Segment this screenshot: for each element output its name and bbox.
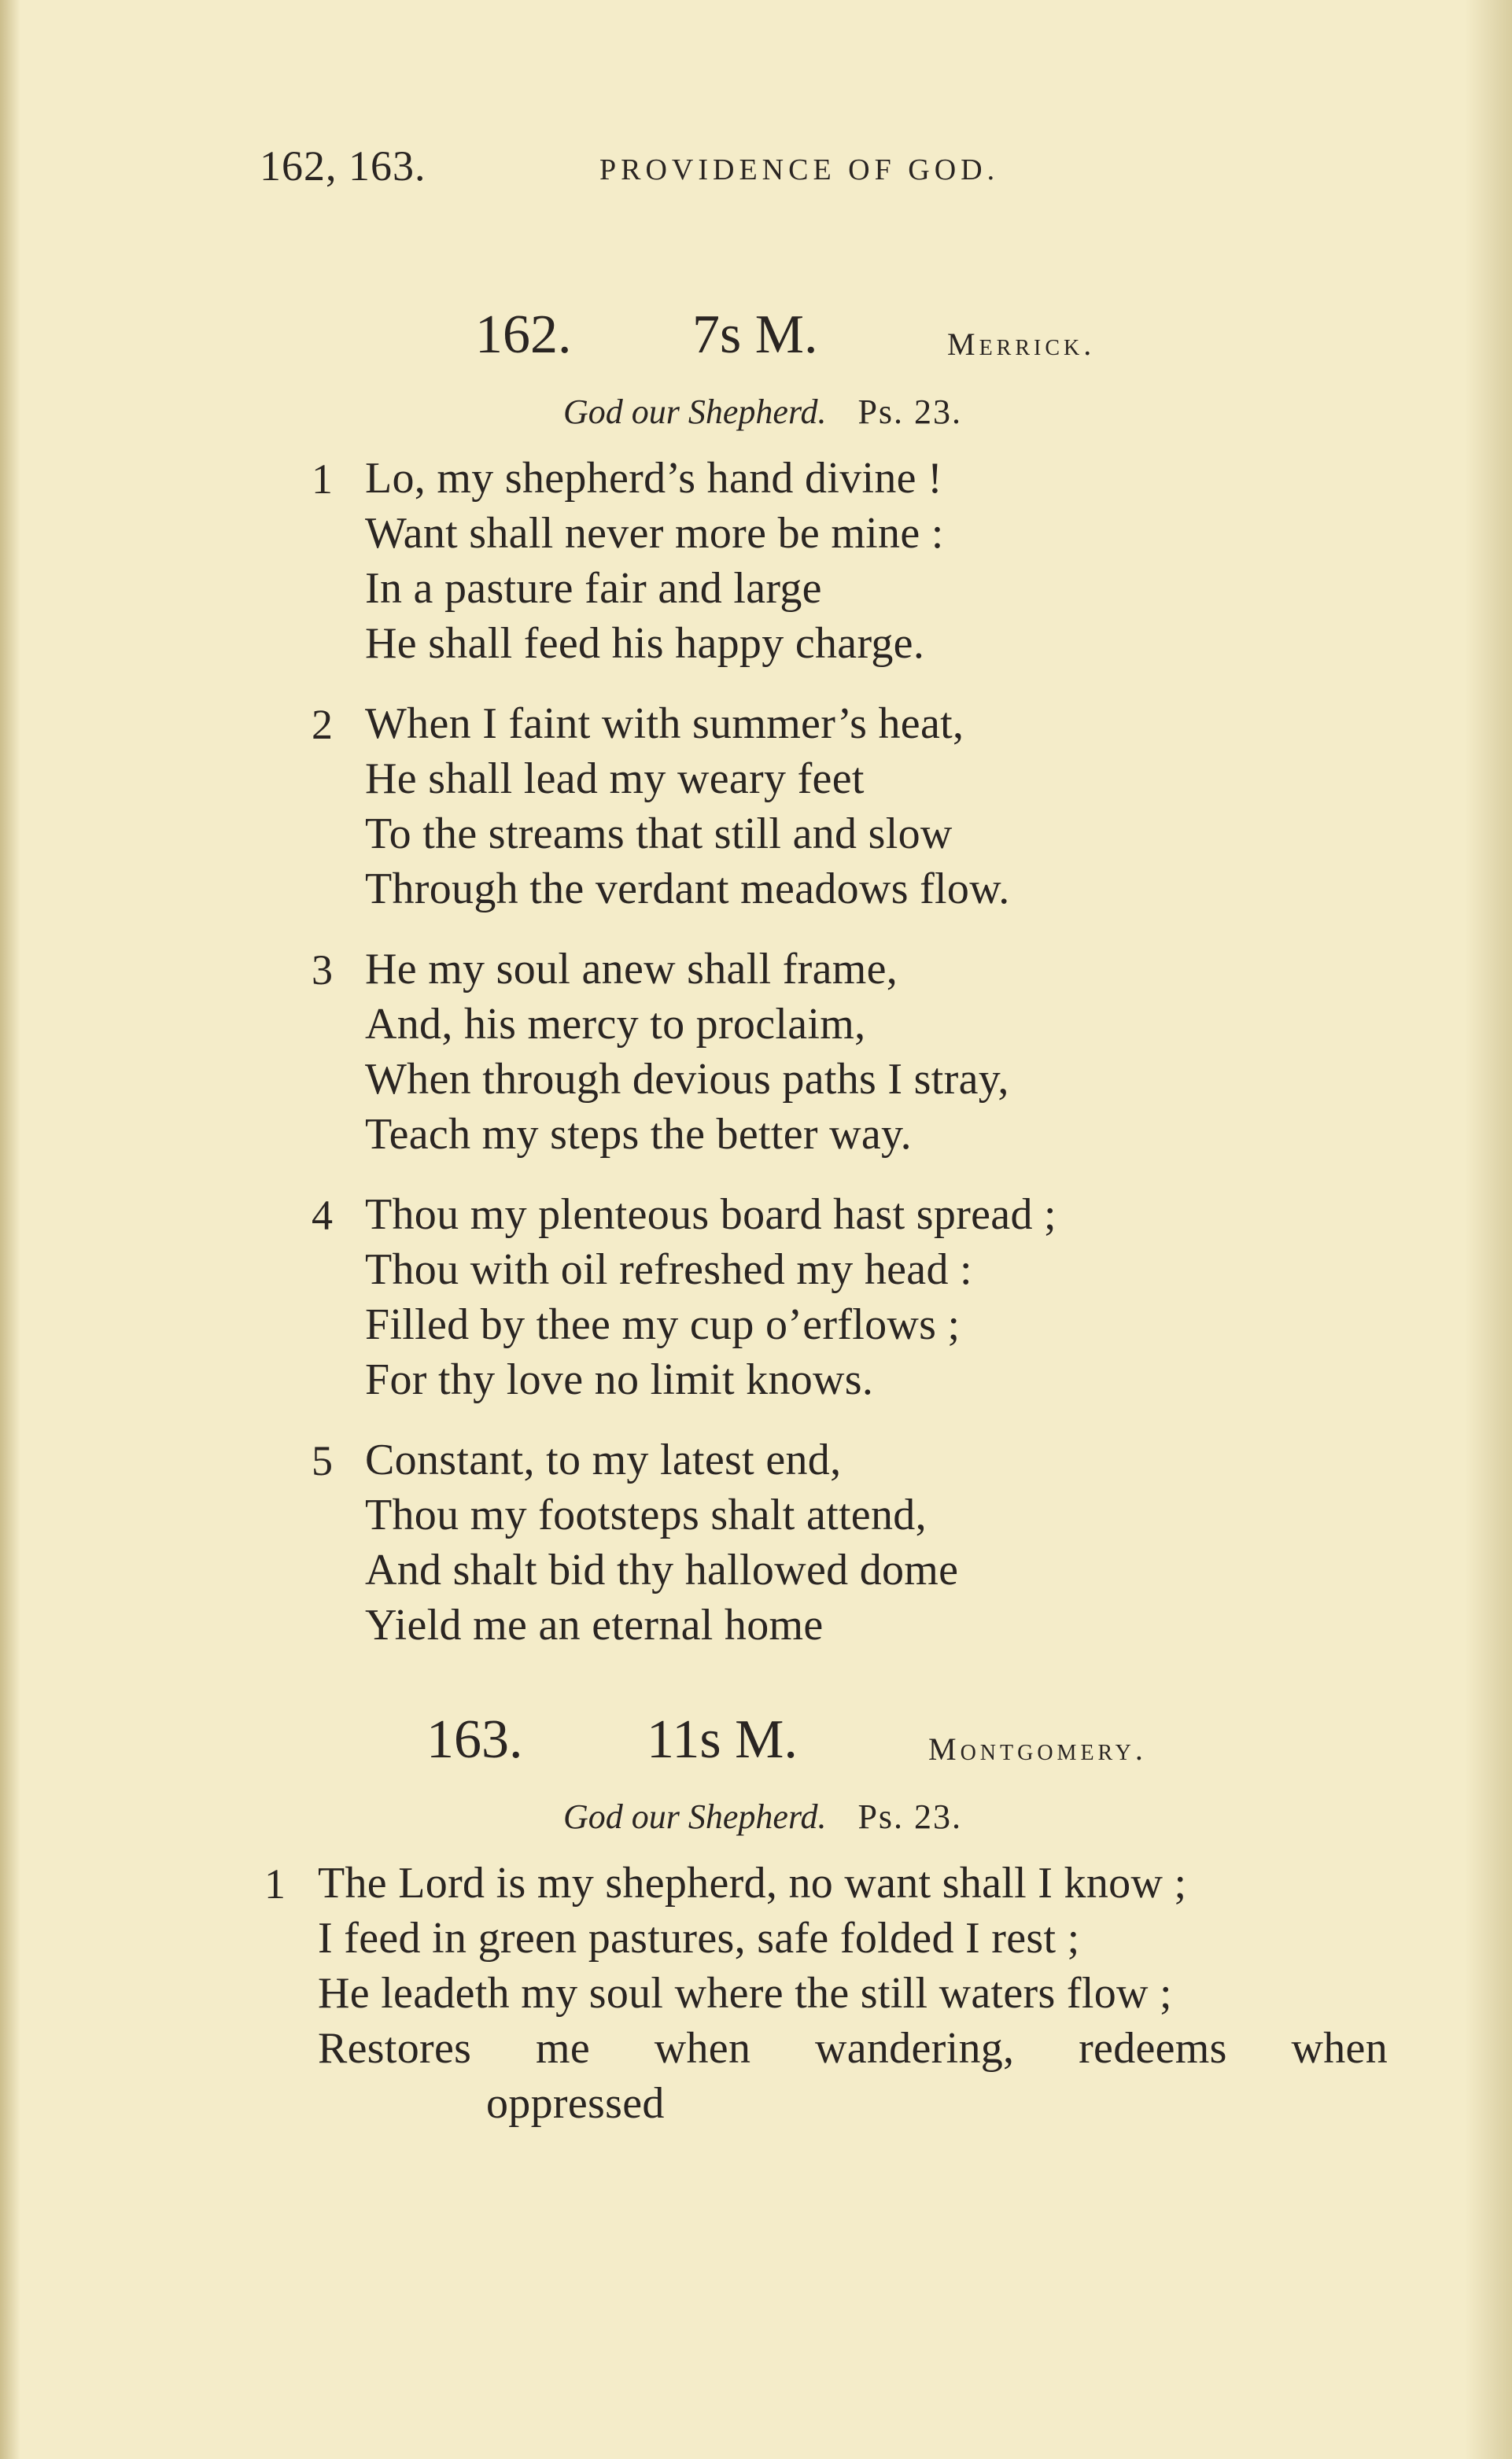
page-edge-left — [0, 0, 20, 2459]
verse-number: 1 — [264, 1860, 286, 1908]
hymn-meter: 11s M. — [647, 1709, 798, 1770]
verse-line: Yield me an eternal home — [365, 1601, 824, 1650]
verse-line: When through devious paths I stray, — [365, 1055, 1009, 1104]
verse-line: oppressed — [486, 2079, 665, 2128]
verse-line: He shall lead my weary feet — [365, 754, 865, 803]
verse-number: 4 — [312, 1192, 333, 1239]
verse-line: The Lord is my shepherd, no want shall I know ; — [318, 1859, 1187, 1908]
psalm-reference: Ps. 23. — [857, 393, 963, 431]
verse-number: 5 — [312, 1437, 333, 1484]
verse-line: Want shall never more be mine : — [365, 509, 944, 558]
page-edge-right — [1465, 0, 1512, 2459]
verse-line: Restores me when wandering, redeems when — [318, 2024, 1388, 2073]
hymn-author: Merrick. — [947, 326, 1096, 362]
verse-line: For thy love no limit knows. — [365, 1355, 874, 1404]
verse-line: Through the verdant meadows flow. — [365, 865, 1010, 913]
verse-line: And, his mercy to proclaim, — [365, 1000, 866, 1049]
hymn-subtitle — [563, 1797, 962, 1837]
hymn-author: Montgomery. — [928, 1731, 1147, 1767]
hymn-meter: 7s M. — [692, 304, 818, 365]
verse-line: Thou my footsteps shalt attend, — [365, 1491, 927, 1539]
hymn-subtitle-text: God our Shepherd. — [563, 393, 827, 431]
verse-number: 2 — [312, 701, 333, 748]
verse-line: He my soul anew shall frame, — [365, 945, 898, 994]
verse-line: Thou with oil refreshed my head : — [365, 1245, 972, 1294]
verse-line: Filled by thee my cup o’erflows ; — [365, 1300, 961, 1349]
hymn-number: 162. — [475, 304, 572, 365]
verse-line: Lo, my shepherd’s hand divine ! — [365, 454, 943, 503]
verse-number: 3 — [312, 946, 333, 994]
verse-line: Thou my plenteous board hast spread ; — [365, 1190, 1057, 1239]
verse-line: He leadeth my soul where the still waters flow ; — [318, 1969, 1172, 2018]
running-head-page-numbers: 162, 163. — [260, 142, 426, 190]
verse-line: In a pasture fair and large — [365, 564, 822, 613]
verse-line: I feed in green pastures, safe folded I rest ; — [318, 1914, 1080, 1963]
verse-line: Constant, to my latest end, — [365, 1436, 842, 1484]
verse-line: When I faint with summer’s heat, — [365, 699, 964, 748]
hymn-number: 163. — [426, 1709, 523, 1770]
verse-line: Teach my steps the better way. — [365, 1110, 912, 1159]
psalm-reference: Ps. 23. — [857, 1797, 963, 1836]
verse-line: To the streams that still and slow — [365, 809, 953, 858]
hymn-subtitle — [563, 392, 962, 432]
verse-line: He shall feed his happy charge. — [365, 619, 925, 668]
verse-number: 1 — [312, 455, 333, 503]
running-head-title: PROVIDENCE OF GOD. — [599, 153, 1000, 186]
hymn-subtitle-text: God our Shepherd. — [563, 1797, 827, 1836]
verse-line: And shalt bid thy hallowed dome — [365, 1546, 959, 1594]
